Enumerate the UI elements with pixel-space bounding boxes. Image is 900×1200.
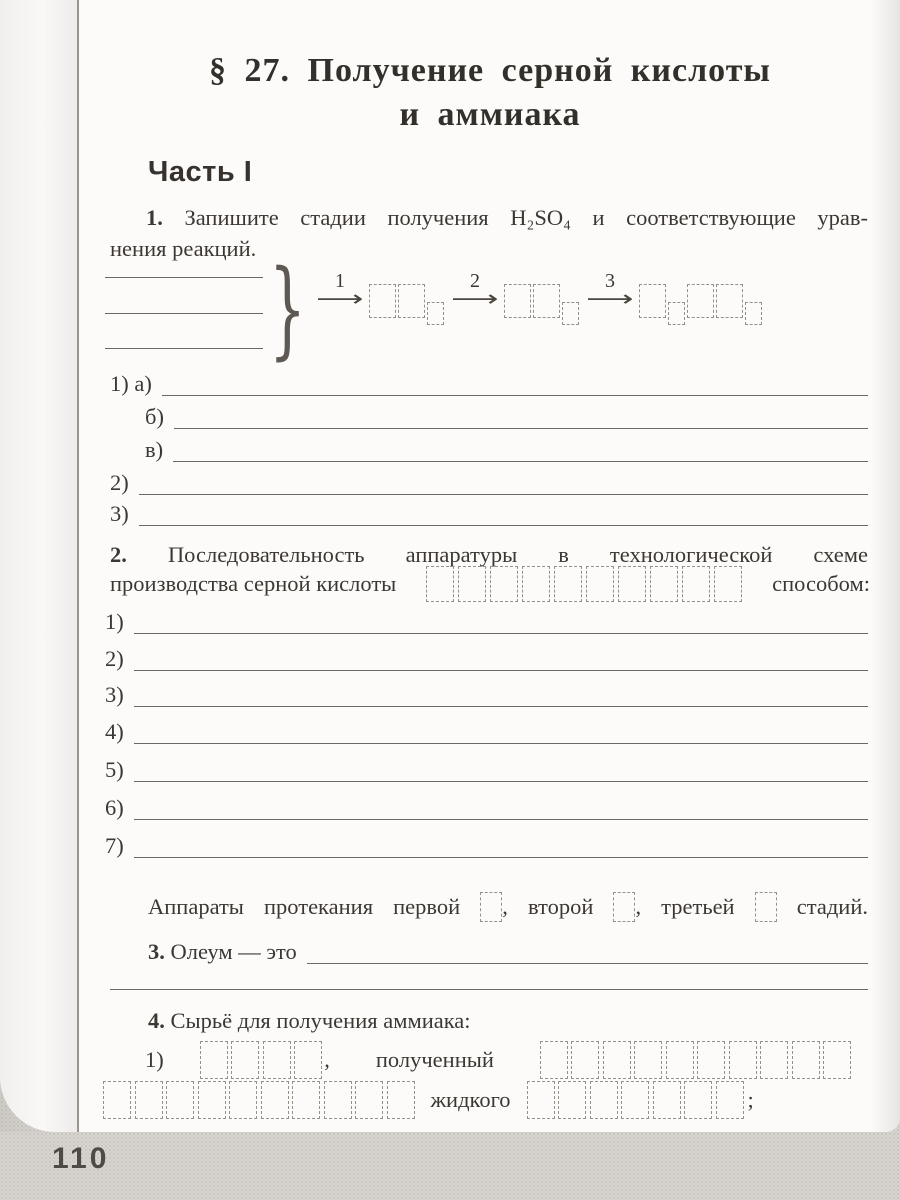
- task1-answer-row: [110, 370, 868, 396]
- letter-box: [571, 1041, 599, 1079]
- letter-box: [540, 1041, 568, 1079]
- task4-number: 4.: [148, 1008, 165, 1033]
- letter-box: [527, 1081, 555, 1119]
- letter-box: [261, 1081, 289, 1119]
- nitrogen-word-boxes: [200, 1041, 323, 1079]
- right-arrow-icon: ⟶: [451, 287, 499, 312]
- letter-box: [792, 1041, 820, 1079]
- row-label: 6): [105, 795, 124, 820]
- task2-apparatus-line: [148, 890, 868, 924]
- task2-line2-pre: производства серной кислоты: [110, 571, 397, 596]
- answer-line: [174, 403, 868, 429]
- letter-box: [760, 1041, 788, 1079]
- part-heading: Часть I: [148, 156, 253, 188]
- task2-method-row: [110, 564, 870, 604]
- answer-line: [307, 938, 868, 964]
- letter-box: [200, 1041, 228, 1079]
- letter-box: [603, 1041, 631, 1079]
- task1-answer-row: [110, 500, 868, 526]
- stage-number-box: [480, 892, 502, 922]
- letter-box: [231, 1041, 259, 1079]
- letter-box: [729, 1041, 757, 1079]
- task3-number: 3.: [148, 939, 165, 964]
- answer-line: [134, 645, 868, 671]
- letter-box: [294, 1041, 322, 1079]
- step-number: 3: [605, 270, 615, 292]
- stage-blank-lines: [105, 277, 263, 349]
- row-label: 3): [105, 682, 124, 707]
- comma: ,: [324, 1047, 330, 1072]
- section-title-line2: и аммиака: [399, 96, 581, 133]
- formula-box-subscript: [668, 302, 685, 325]
- apparatus-text-second: , второй: [502, 894, 594, 919]
- blank-line-full-width: [110, 989, 868, 990]
- formula-boxes-1: [369, 284, 446, 325]
- letter-box: [666, 1041, 694, 1079]
- task1-answer-row: [110, 469, 868, 495]
- answer-line: [134, 794, 868, 820]
- row-label: 1): [105, 609, 124, 634]
- left-margin-shade: [0, 0, 77, 1132]
- task1-intro: [110, 202, 868, 264]
- method-word-boxes-row1: [540, 1041, 852, 1079]
- answer-line: [162, 370, 868, 396]
- task4-heading-text: Сырьё для получения аммиака:: [170, 1008, 471, 1033]
- task3-text: Олеум — это: [170, 939, 297, 964]
- task4-item-row2: [103, 1078, 754, 1122]
- letter-box: [558, 1081, 586, 1119]
- section-title-line1: § 27. Получение серной кислоты: [209, 52, 771, 89]
- letter-box: [522, 566, 550, 602]
- step-arrow-3: [585, 272, 635, 310]
- row-label: в): [145, 437, 164, 462]
- page-fold-line: [77, 0, 79, 1132]
- stage-number-box: [755, 892, 777, 922]
- task3-row: [148, 936, 868, 964]
- task2-numbered-row: [105, 832, 868, 858]
- letter-box: [684, 1081, 712, 1119]
- row-label: 7): [105, 833, 124, 858]
- letter-box: [135, 1081, 163, 1119]
- letter-box: [292, 1081, 320, 1119]
- answer-line: [134, 756, 868, 782]
- task2-number: 2.: [110, 542, 127, 567]
- letter-box: [324, 1081, 352, 1119]
- row-label: б): [145, 404, 164, 429]
- formula-box-large: [369, 284, 396, 318]
- letter-box: [716, 1081, 744, 1119]
- task2-numbered-row: [105, 756, 868, 782]
- letter-box: [166, 1081, 194, 1119]
- letter-box: [426, 566, 454, 602]
- task1-answer-row: [110, 436, 868, 462]
- answer-line: [134, 718, 868, 744]
- task2-numbered-row: [105, 794, 868, 820]
- task1-number: 1.: [146, 205, 163, 230]
- letter-box: [823, 1041, 851, 1079]
- letter-box: [458, 566, 486, 602]
- task2-numbered-row: [105, 645, 868, 671]
- formula-box-large: [533, 284, 560, 318]
- letter-box: [634, 1041, 662, 1079]
- answer-line: [139, 500, 868, 526]
- letter-box: [682, 566, 710, 602]
- answer-line: [134, 832, 868, 858]
- answer-line: [173, 436, 868, 462]
- formula-box-subscript: [745, 302, 762, 325]
- letter-box: [618, 566, 646, 602]
- answer-line: [134, 681, 868, 707]
- blank-line: [105, 348, 263, 349]
- step-number: 1: [335, 270, 345, 292]
- task2-numbered-row: [105, 718, 868, 744]
- task1-intro-line1: [110, 202, 868, 233]
- letter-box: [590, 1081, 618, 1119]
- letter-box: [490, 566, 518, 602]
- letter-box: [653, 1081, 681, 1119]
- air-word-boxes: [527, 1081, 744, 1119]
- formula-box-large: [716, 284, 743, 318]
- letter-box: [387, 1081, 415, 1119]
- step-arrow-1: [315, 272, 365, 310]
- right-arrow-icon: ⟶: [586, 287, 634, 312]
- task2-numbered-row: [105, 608, 868, 634]
- step-arrow-2: [450, 272, 500, 310]
- letter-box: [263, 1041, 291, 1079]
- letter-box: [355, 1081, 383, 1119]
- apparatus-text-post: стадий.: [796, 894, 869, 919]
- row-label: 3): [110, 501, 129, 526]
- formula-boxes-3: [639, 284, 764, 325]
- task1-answer-row: [110, 403, 868, 429]
- letter-box: [586, 566, 614, 602]
- row-label: 4): [105, 719, 124, 744]
- row-label: 2): [110, 470, 129, 495]
- method-word-boxes-row2: [103, 1081, 415, 1119]
- step-number: 2: [470, 270, 480, 292]
- row-label: 2): [105, 646, 124, 671]
- answer-line: [134, 608, 868, 634]
- task4-item-row1: [145, 1038, 900, 1082]
- row-label: 5): [105, 757, 124, 782]
- task2-numbered-row: [105, 681, 868, 707]
- row-label: 1) а): [110, 371, 152, 396]
- letter-box: [554, 566, 582, 602]
- formula-box-large: [398, 284, 425, 318]
- method-word-boxes: [426, 566, 742, 602]
- formula-box-large: [687, 284, 714, 318]
- formula-box-subscript: [562, 302, 579, 325]
- letter-box: [229, 1081, 257, 1119]
- page-number: 110: [52, 1142, 110, 1175]
- answer-line: [139, 469, 868, 495]
- task2-intro-text: Последовательность аппаратуры в технологической схеме: [167, 542, 869, 567]
- letter-box: [103, 1081, 131, 1119]
- letter-box: [650, 566, 678, 602]
- stage-number-box: [613, 892, 635, 922]
- task1-intro-line2: нения реакций.: [110, 236, 257, 261]
- task1-intro-text: Запишите стадии получения H₂SO₄ и соответствующие урав-: [184, 205, 868, 230]
- apparatus-text-pre: Аппараты протекания первой: [148, 894, 461, 919]
- item-label: 1): [145, 1047, 164, 1072]
- formula-box-large: [504, 284, 531, 318]
- blank-line: [105, 277, 263, 278]
- right-edge-shade: [870, 0, 900, 1132]
- semicolon: ;: [747, 1087, 754, 1112]
- task2-line2-post: способом:: [772, 571, 870, 596]
- letter-box: [198, 1081, 226, 1119]
- task4-heading: [148, 1008, 471, 1034]
- formula-box-subscript: [427, 302, 444, 325]
- liquid-label: жидкого: [430, 1087, 511, 1112]
- received-label: полученный: [375, 1047, 494, 1072]
- right-arrow-icon: ⟶: [316, 287, 364, 312]
- letter-box: [621, 1081, 649, 1119]
- curly-brace: }: [269, 247, 307, 370]
- apparatus-text-third: , третьей: [635, 894, 735, 919]
- formula-box-large: [639, 284, 666, 318]
- letter-box: [697, 1041, 725, 1079]
- letter-box: [714, 566, 742, 602]
- formula-boxes-2: [504, 284, 581, 325]
- blank-line: [105, 313, 263, 314]
